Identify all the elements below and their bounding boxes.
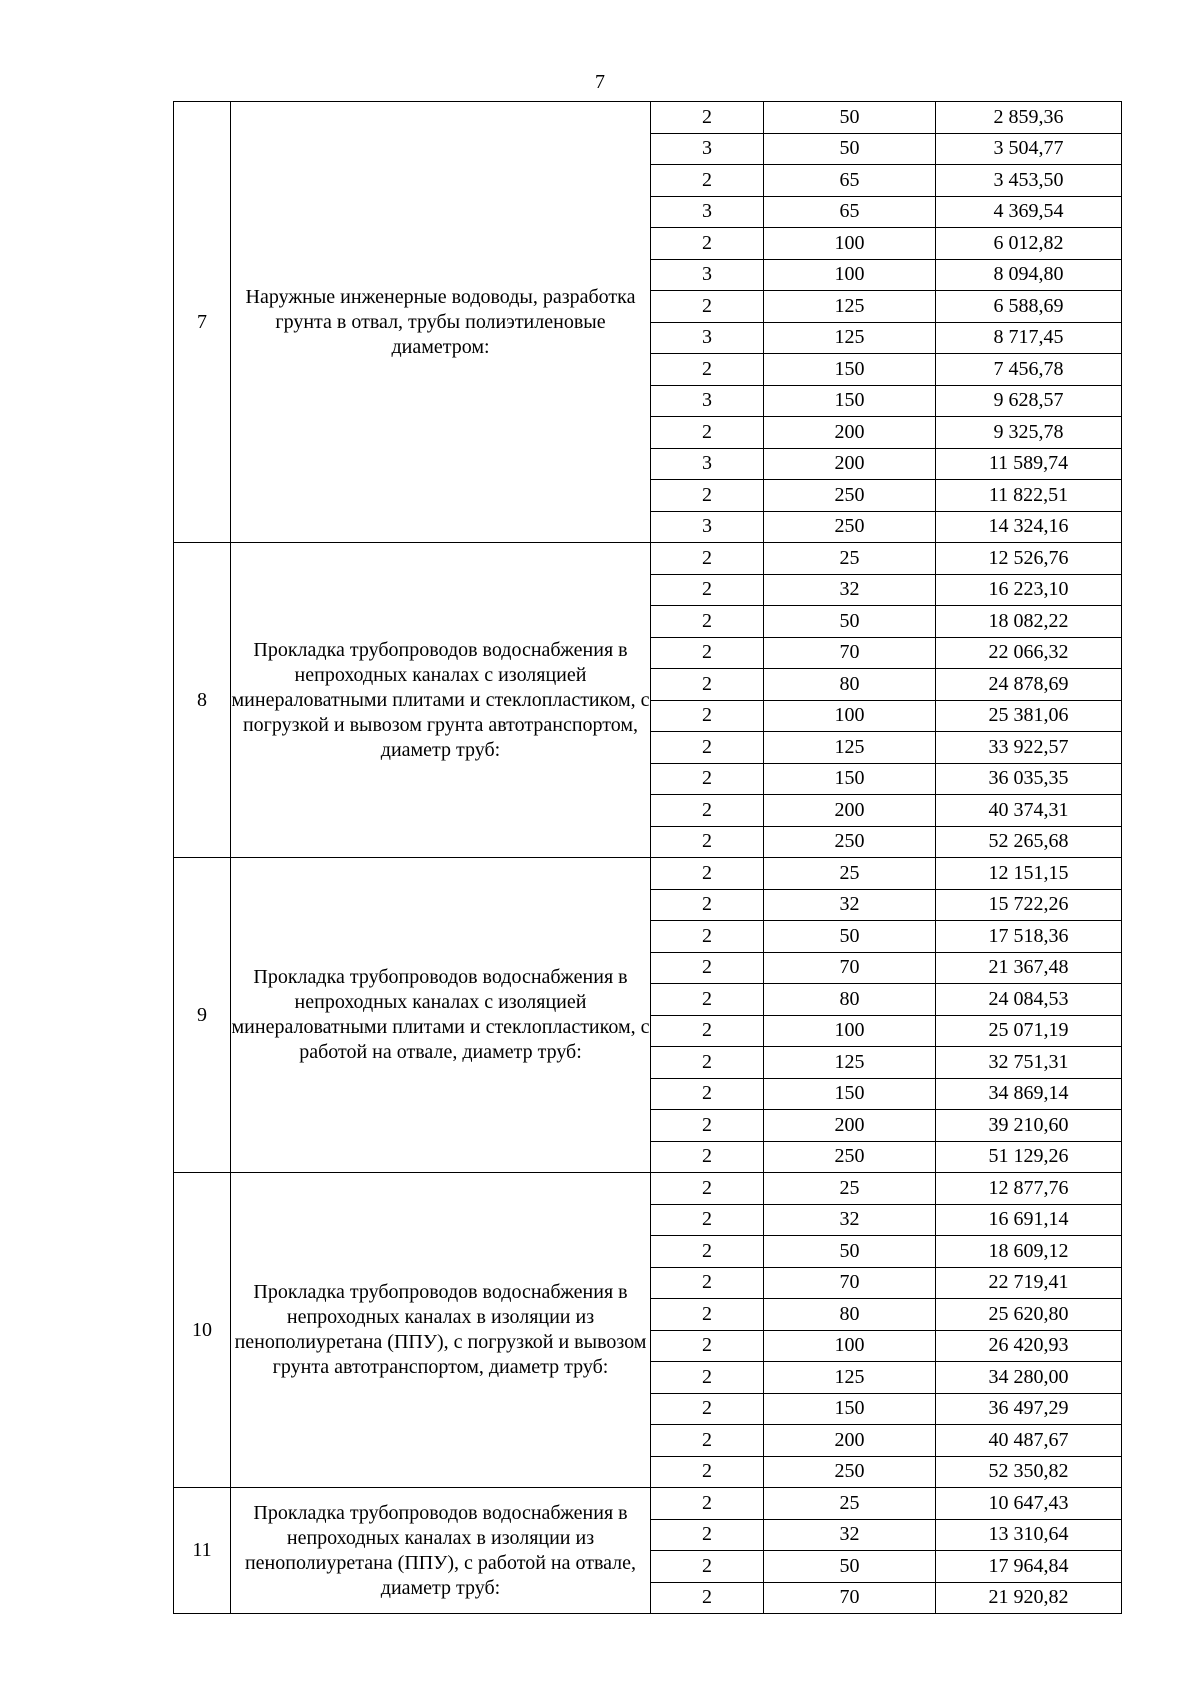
cell-col-a: 2 — [651, 417, 764, 449]
cell-col-a: 2 — [651, 795, 764, 827]
cell-col-b: 100 — [764, 1330, 936, 1362]
cell-price: 17 518,36 — [936, 921, 1122, 953]
cell-col-b: 80 — [764, 984, 936, 1016]
cell-col-b: 100 — [764, 259, 936, 291]
cell-col-b: 250 — [764, 1456, 936, 1488]
cell-price: 8 717,45 — [936, 322, 1122, 354]
cell-price: 22 719,41 — [936, 1267, 1122, 1299]
cell-col-b: 200 — [764, 1425, 936, 1457]
cell-price: 13 310,64 — [936, 1519, 1122, 1551]
cell-price: 18 609,12 — [936, 1236, 1122, 1268]
cell-col-a: 2 — [651, 1299, 764, 1331]
cell-col-a: 2 — [651, 1488, 764, 1520]
section-description: Прокладка трубопроводов водоснабжения в непроходных каналах с изоляцией минераловатными плитами и стеклопластиком, с погрузкой и вывозом грунта автотранспортом, диаметр труб: — [231, 543, 651, 858]
cell-col-a: 2 — [651, 1078, 764, 1110]
cell-col-a: 2 — [651, 1425, 764, 1457]
section-number: 7 — [174, 102, 231, 543]
section-number: 10 — [174, 1173, 231, 1488]
cell-col-b: 50 — [764, 133, 936, 165]
cell-price: 34 869,14 — [936, 1078, 1122, 1110]
cell-price: 36 497,29 — [936, 1393, 1122, 1425]
cell-col-a: 2 — [651, 1362, 764, 1394]
cell-col-a: 2 — [651, 921, 764, 953]
cell-col-a: 2 — [651, 102, 764, 134]
cell-col-a: 2 — [651, 1047, 764, 1079]
cell-price: 8 094,80 — [936, 259, 1122, 291]
cell-col-b: 70 — [764, 1267, 936, 1299]
table-row — [174, 543, 1122, 575]
cell-col-b: 65 — [764, 165, 936, 197]
cell-col-b: 100 — [764, 1015, 936, 1047]
cell-price: 17 964,84 — [936, 1551, 1122, 1583]
cell-col-b: 125 — [764, 1047, 936, 1079]
cell-price: 6 588,69 — [936, 291, 1122, 323]
cell-price: 12 151,15 — [936, 858, 1122, 890]
cell-col-b: 50 — [764, 606, 936, 638]
cell-col-a: 2 — [651, 1330, 764, 1362]
cell-col-b: 200 — [764, 417, 936, 449]
cell-col-b: 125 — [764, 291, 936, 323]
cell-price: 4 369,54 — [936, 196, 1122, 228]
cell-price: 25 620,80 — [936, 1299, 1122, 1331]
cell-col-b: 100 — [764, 700, 936, 732]
cell-col-a: 2 — [651, 700, 764, 732]
cell-col-a: 2 — [651, 1110, 764, 1142]
cell-col-a: 2 — [651, 1393, 764, 1425]
section-description: Наружные инженерные водоводы, разработка грунта в отвал, трубы полиэтиленовые диаметром: — [231, 102, 651, 543]
cell-col-b: 200 — [764, 448, 936, 480]
cell-col-a: 2 — [651, 228, 764, 260]
table-body — [174, 102, 1122, 1614]
cell-col-b: 80 — [764, 669, 936, 701]
cell-col-b: 150 — [764, 385, 936, 417]
cell-col-a: 2 — [651, 1582, 764, 1614]
cell-price: 16 691,14 — [936, 1204, 1122, 1236]
cell-col-b: 25 — [764, 1488, 936, 1520]
cell-col-b: 80 — [764, 1299, 936, 1331]
cell-price: 52 265,68 — [936, 826, 1122, 858]
cell-price: 51 129,26 — [936, 1141, 1122, 1173]
cell-price: 21 367,48 — [936, 952, 1122, 984]
cell-price: 2 859,36 — [936, 102, 1122, 134]
cell-col-b: 250 — [764, 1141, 936, 1173]
table-row — [174, 102, 1122, 134]
cell-col-b: 70 — [764, 952, 936, 984]
price-table — [173, 101, 1122, 1614]
cell-col-b: 32 — [764, 1519, 936, 1551]
cell-price: 40 487,67 — [936, 1425, 1122, 1457]
page-number: 7 — [595, 71, 605, 93]
cell-price: 40 374,31 — [936, 795, 1122, 827]
cell-col-b: 50 — [764, 921, 936, 953]
cell-col-b: 125 — [764, 1362, 936, 1394]
cell-price: 52 350,82 — [936, 1456, 1122, 1488]
cell-col-a: 3 — [651, 133, 764, 165]
cell-col-b: 150 — [764, 1078, 936, 1110]
section-description: Прокладка трубопроводов водоснабжения в непроходных каналах в изоляции из пенополиуретана (ППУ), с погрузкой и вывозом грунта автотранспортом, диаметр труб: — [231, 1173, 651, 1488]
section-number: 8 — [174, 543, 231, 858]
table-row — [174, 1488, 1122, 1520]
cell-col-b: 25 — [764, 858, 936, 890]
cell-col-a: 3 — [651, 196, 764, 228]
cell-price: 18 082,22 — [936, 606, 1122, 638]
cell-col-a: 2 — [651, 291, 764, 323]
cell-col-b: 32 — [764, 1204, 936, 1236]
cell-price: 12 526,76 — [936, 543, 1122, 575]
cell-price: 9 325,78 — [936, 417, 1122, 449]
cell-col-a: 2 — [651, 858, 764, 890]
cell-price: 21 920,82 — [936, 1582, 1122, 1614]
cell-col-a: 2 — [651, 1267, 764, 1299]
cell-col-a: 2 — [651, 574, 764, 606]
cell-col-b: 250 — [764, 826, 936, 858]
cell-col-b: 50 — [764, 102, 936, 134]
cell-col-a: 2 — [651, 763, 764, 795]
cell-col-b: 25 — [764, 543, 936, 575]
cell-col-a: 2 — [651, 606, 764, 638]
cell-col-b: 32 — [764, 574, 936, 606]
cell-col-a: 2 — [651, 637, 764, 669]
cell-col-b: 100 — [764, 228, 936, 260]
cell-col-b: 50 — [764, 1236, 936, 1268]
cell-price: 22 066,32 — [936, 637, 1122, 669]
cell-col-a: 2 — [651, 354, 764, 386]
cell-col-a: 2 — [651, 1456, 764, 1488]
cell-col-a: 2 — [651, 1015, 764, 1047]
cell-price: 33 922,57 — [936, 732, 1122, 764]
cell-col-b: 125 — [764, 732, 936, 764]
cell-col-b: 65 — [764, 196, 936, 228]
cell-price: 11 822,51 — [936, 480, 1122, 512]
table-row — [174, 1173, 1122, 1205]
cell-col-a: 2 — [651, 732, 764, 764]
cell-col-a: 3 — [651, 259, 764, 291]
cell-col-b: 25 — [764, 1173, 936, 1205]
cell-col-a: 2 — [651, 889, 764, 921]
cell-col-b: 70 — [764, 1582, 936, 1614]
cell-col-b: 150 — [764, 354, 936, 386]
cell-col-a: 3 — [651, 448, 764, 480]
cell-col-a: 2 — [651, 1173, 764, 1205]
cell-col-b: 200 — [764, 795, 936, 827]
cell-price: 6 012,82 — [936, 228, 1122, 260]
cell-col-a: 2 — [651, 669, 764, 701]
cell-col-a: 2 — [651, 1236, 764, 1268]
cell-col-a: 2 — [651, 826, 764, 858]
cell-price: 25 071,19 — [936, 1015, 1122, 1047]
cell-col-b: 150 — [764, 763, 936, 795]
cell-col-a: 2 — [651, 1141, 764, 1173]
table-row — [174, 858, 1122, 890]
cell-price: 25 381,06 — [936, 700, 1122, 732]
cell-col-a: 3 — [651, 322, 764, 354]
section-description: Прокладка трубопроводов водоснабжения в непроходных каналах с изоляцией минераловатными плитами и стеклопластиком, с работой на отвале, диаметр труб: — [231, 858, 651, 1173]
cell-col-a: 2 — [651, 952, 764, 984]
cell-col-a: 2 — [651, 984, 764, 1016]
cell-col-b: 32 — [764, 889, 936, 921]
cell-col-b: 200 — [764, 1110, 936, 1142]
cell-col-b: 150 — [764, 1393, 936, 1425]
section-description: Прокладка трубопроводов водоснабжения в непроходных каналах в изоляции из пенополиуретана (ППУ), с работой на отвале, диаметр труб: — [231, 1488, 651, 1614]
cell-price: 7 456,78 — [936, 354, 1122, 386]
cell-price: 16 223,10 — [936, 574, 1122, 606]
cell-col-a: 3 — [651, 511, 764, 543]
cell-price: 15 722,26 — [936, 889, 1122, 921]
cell-col-a: 2 — [651, 165, 764, 197]
section-number: 11 — [174, 1488, 231, 1614]
cell-price: 14 324,16 — [936, 511, 1122, 543]
cell-price: 26 420,93 — [936, 1330, 1122, 1362]
cell-col-a: 3 — [651, 385, 764, 417]
cell-col-a: 2 — [651, 1519, 764, 1551]
cell-col-a: 2 — [651, 1204, 764, 1236]
cell-price: 11 589,74 — [936, 448, 1122, 480]
cell-price: 32 751,31 — [936, 1047, 1122, 1079]
cell-price: 24 878,69 — [936, 669, 1122, 701]
cell-col-a: 2 — [651, 543, 764, 575]
cell-price: 3 453,50 — [936, 165, 1122, 197]
cell-price: 3 504,77 — [936, 133, 1122, 165]
cell-col-b: 250 — [764, 511, 936, 543]
cell-price: 39 210,60 — [936, 1110, 1122, 1142]
cell-price: 9 628,57 — [936, 385, 1122, 417]
section-number: 9 — [174, 858, 231, 1173]
cell-col-b: 250 — [764, 480, 936, 512]
cell-col-b: 125 — [764, 322, 936, 354]
cell-price: 24 084,53 — [936, 984, 1122, 1016]
cell-col-b: 50 — [764, 1551, 936, 1583]
cell-price: 34 280,00 — [936, 1362, 1122, 1394]
cell-col-a: 2 — [651, 480, 764, 512]
cell-col-b: 70 — [764, 637, 936, 669]
cell-price: 12 877,76 — [936, 1173, 1122, 1205]
cell-col-a: 2 — [651, 1551, 764, 1583]
cell-price: 36 035,35 — [936, 763, 1122, 795]
cell-price: 10 647,43 — [936, 1488, 1122, 1520]
